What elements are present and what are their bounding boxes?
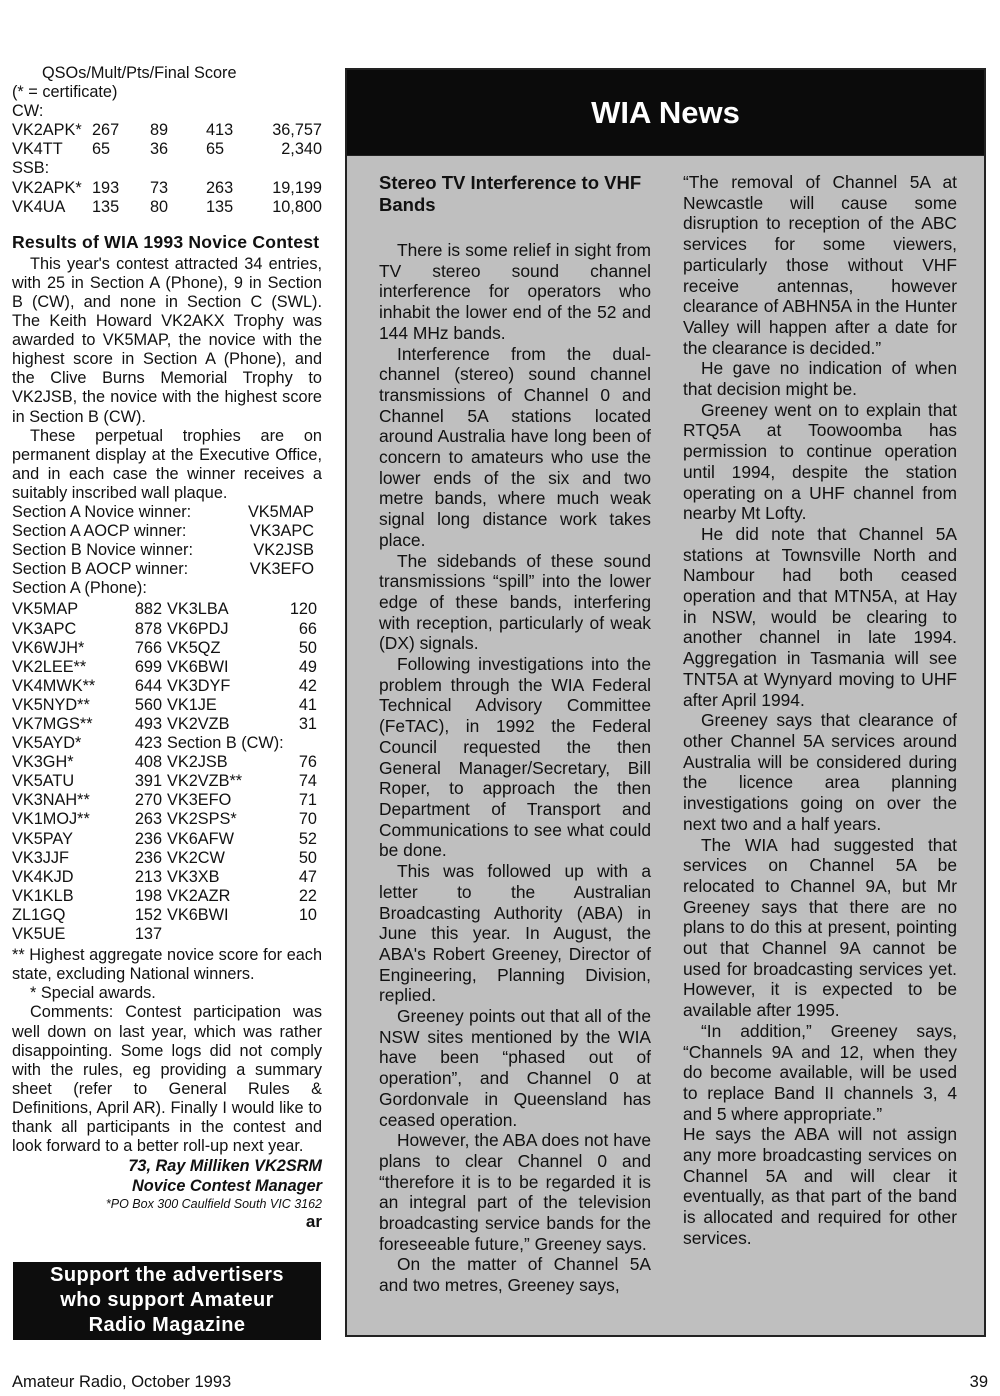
result-row bbox=[167, 849, 322, 868]
result-call: VK6BWI bbox=[167, 905, 229, 924]
winner-row bbox=[12, 503, 322, 522]
result-call: VK1KLB bbox=[12, 886, 74, 905]
result-row bbox=[167, 887, 322, 906]
score-call: VK4TT bbox=[12, 140, 63, 159]
cw-score-rows bbox=[12, 121, 322, 159]
winner-row bbox=[12, 541, 322, 560]
ssb-score-rows bbox=[12, 179, 322, 217]
story-paragraph: Greeney went on to explain that RTQ5A at Toowoomba has permission to continue operation until 1994, despite the station operating on a UHF channel from nearby Mt Lofty. bbox=[683, 399, 957, 524]
wia-news-box bbox=[345, 68, 986, 1337]
wia-news-columns bbox=[379, 172, 957, 1296]
result-row bbox=[12, 639, 167, 658]
score-pts: 135 bbox=[206, 197, 234, 216]
support-line: Support the advertisers bbox=[50, 1264, 284, 1286]
result-row bbox=[12, 868, 167, 887]
result-score: 408 bbox=[134, 753, 162, 772]
result-call: VK3APC bbox=[12, 619, 77, 638]
story-body-1 bbox=[379, 240, 651, 1296]
score-row bbox=[12, 140, 322, 159]
result-score: 120 bbox=[289, 600, 317, 619]
result-score: 41 bbox=[298, 695, 317, 714]
result-call: VK2VZB** bbox=[167, 772, 243, 791]
result-call: VK5PAY bbox=[12, 829, 73, 848]
result-score: 76 bbox=[298, 753, 317, 772]
manager-address: *PO Box 300 Caulfield South VIC 3162 bbox=[105, 1197, 322, 1212]
scores-header: QSOs/Mult/Pts/Final Score bbox=[42, 64, 237, 82]
result-score: 70 bbox=[298, 810, 317, 829]
result-call: VK5AYD* bbox=[12, 734, 82, 753]
story-paragraph: He says the ABA will not assign any more broadcasting services on Channel 5A and will clear it eventually, as that part of the band is allocated and required for other services. bbox=[683, 1124, 957, 1248]
score-call: VK2APK* bbox=[12, 178, 82, 197]
result-call: VK6WJH* bbox=[12, 638, 85, 657]
result-row bbox=[12, 791, 167, 810]
novice-paragraph: These perpetual trophies are on permanent display at the Executive Office, and in each case the winner receives a suitably inscribed wall plaque. bbox=[12, 426, 322, 502]
page-footer bbox=[12, 1372, 988, 1392]
results-column-right bbox=[167, 600, 322, 944]
winner-call: VK3APC bbox=[249, 522, 314, 541]
result-score: 699 bbox=[134, 657, 162, 676]
story-paragraph: He gave no indication of when that decision might be. bbox=[683, 358, 957, 400]
signature-name: 73, Ray Milliken VK2SRM bbox=[128, 1157, 322, 1176]
score-row bbox=[12, 121, 322, 140]
result-row bbox=[167, 830, 322, 849]
result-row bbox=[12, 772, 167, 791]
story-paragraph: The WIA had suggested that services on Channel 5A be relocated to Channel 9A, but Mr Greeney says that there are no plans to do this at present, pointing out that Channel 9A cannot be used for broadcasting services yet. However, it is expected to be available after 1995. bbox=[683, 834, 957, 1021]
result-call: VK3JJF bbox=[12, 848, 70, 867]
score-qsos: 193 bbox=[92, 178, 120, 197]
result-score: 213 bbox=[134, 867, 162, 886]
result-score: 47 bbox=[298, 867, 317, 886]
result-score: 878 bbox=[134, 619, 162, 638]
story-paragraph: On the matter of Channel 5A and two metres, Greeney says, bbox=[379, 1254, 651, 1296]
result-score: 270 bbox=[134, 791, 162, 810]
novice-heading: Results of WIA 1993 Novice Contest bbox=[12, 231, 320, 252]
result-call: VK2VZB bbox=[167, 715, 230, 733]
result-row bbox=[167, 868, 322, 887]
result-score: 493 bbox=[134, 715, 162, 733]
result-call: VK4KJD bbox=[12, 867, 74, 886]
result-row bbox=[167, 791, 322, 810]
result-call: VK4MWK** bbox=[12, 676, 96, 695]
winner-label: Section A Novice winner: bbox=[12, 502, 192, 521]
result-call: VK3DYF bbox=[167, 676, 231, 695]
banner-divider bbox=[347, 155, 984, 156]
result-score: 423 bbox=[134, 734, 162, 753]
story-paragraph: “In addition,” Greeney says, “Channels 9A and 12, when they do become available, will be used to replace Band II channels 3, 4 and 5 where appropriate.” bbox=[683, 1020, 957, 1124]
result-row bbox=[12, 830, 167, 849]
result-score: 49 bbox=[298, 657, 317, 676]
winner-label: Section A AOCP winner: bbox=[12, 522, 187, 541]
news-column-1 bbox=[379, 172, 651, 1296]
result-call: VK2SPS* bbox=[167, 810, 237, 829]
result-row bbox=[12, 810, 167, 829]
story-paragraph: He did note that Channel 5A stations at Townsville North and Nambour had both ceased operation and that MTN5A, at Hay in NSW, would be clearing to another channel in late 1994. Aggregation in Tasmania will see TNT5A at Wynyard moving to UHF after April 1994. bbox=[683, 523, 957, 710]
wia-news-banner: WIA News bbox=[347, 70, 984, 155]
novice-paragraph: This year's contest attracted 34 entries, with 25 in Section A (Phone), 9 in Section B (CW), and none in Section C (SWL). The Keith Howard VK2AKX Trophy was awarded to VK5MAP, the novice with the highest score in Section A (Phone), and the Clive Burns Memorial Trophy to VK2JSB, the novice with the highest score in Section B (CW). bbox=[12, 254, 322, 426]
winner-row bbox=[12, 522, 322, 541]
result-call: VK1MOJ** bbox=[12, 810, 90, 829]
result-row bbox=[12, 887, 167, 906]
result-call: VK6BWI bbox=[167, 657, 229, 676]
result-score: 10 bbox=[298, 905, 317, 924]
result-row bbox=[12, 658, 167, 677]
aggregate-note: ** Highest aggregate novice score for each state, excluding National winners. bbox=[12, 946, 322, 984]
result-score: 236 bbox=[134, 829, 162, 848]
result-call: VK2JSB bbox=[167, 753, 228, 772]
result-call: VK5ATU bbox=[12, 772, 75, 791]
score-qsos: 65 bbox=[92, 140, 111, 159]
result-score: 66 bbox=[298, 619, 317, 638]
result-call: VK6PDJ bbox=[167, 619, 229, 638]
comments-paragraph: Comments: Contest participation was well down on last year, which was rather disappointing. Some logs did not comply with the rules, eg providing a summary sheet (refer to General Rules & Definitions, April AR). Finally I would like to thank all participants in the contest and look forward to a better roll-up next year. bbox=[12, 1003, 322, 1156]
score-final: 10,800 bbox=[272, 197, 322, 216]
score-mult: 80 bbox=[150, 197, 169, 216]
support-line: who support Amateur bbox=[60, 1289, 274, 1311]
publication-info: Amateur Radio, October 1993 bbox=[12, 1373, 232, 1391]
result-row bbox=[12, 677, 167, 696]
result-row bbox=[12, 906, 167, 925]
score-final: 36,757 bbox=[272, 121, 322, 140]
result-call: VK3LBA bbox=[167, 600, 229, 619]
section-b-results bbox=[167, 753, 322, 925]
section-a-results bbox=[12, 600, 167, 944]
result-row bbox=[167, 639, 322, 658]
cw-label: CW: bbox=[12, 102, 44, 121]
result-row bbox=[12, 734, 167, 753]
section-a-label: Section A (Phone): bbox=[12, 579, 147, 598]
result-score: 71 bbox=[298, 791, 317, 810]
score-pts: 413 bbox=[206, 121, 234, 140]
result-row bbox=[167, 810, 322, 829]
result-call: VK2CW bbox=[167, 848, 225, 867]
score-pts: 65 bbox=[206, 140, 225, 159]
result-score: 74 bbox=[298, 772, 317, 791]
result-row bbox=[12, 620, 167, 639]
result-score: 882 bbox=[134, 600, 162, 619]
result-call: VK5UE bbox=[12, 925, 66, 944]
score-pts: 263 bbox=[206, 178, 234, 197]
results-notes bbox=[12, 946, 322, 1156]
result-score: 22 bbox=[298, 886, 317, 905]
result-row bbox=[167, 906, 322, 925]
result-score: 644 bbox=[134, 676, 162, 695]
result-score: 263 bbox=[134, 810, 162, 829]
winner-call: VK3EFO bbox=[249, 560, 314, 579]
support-advertisers-box bbox=[13, 1262, 321, 1340]
result-score: 52 bbox=[298, 829, 317, 848]
winner-call: VK2JSB bbox=[253, 541, 314, 560]
result-call: VK2LEE** bbox=[12, 657, 87, 676]
story-paragraph: This was followed up with a letter to the Australian Broadcasting Authority (ABA) in June this year. In August, the ABA's Robert Greeney, Director of Engineering, Planning Division, replied. bbox=[379, 861, 651, 1006]
result-row bbox=[167, 658, 322, 677]
result-row bbox=[167, 715, 322, 734]
result-row bbox=[167, 753, 322, 772]
score-qsos: 135 bbox=[92, 197, 120, 216]
winner-label: Section B AOCP winner: bbox=[12, 560, 189, 579]
ssb-label: SSB: bbox=[12, 159, 50, 178]
score-mult: 89 bbox=[150, 121, 169, 140]
special-awards-note: * Special awards. bbox=[30, 984, 156, 1003]
result-call: VK3NAH** bbox=[12, 791, 90, 810]
story-body-2 bbox=[683, 358, 957, 1124]
page-number: 39 bbox=[969, 1373, 988, 1391]
result-call: VK3GH* bbox=[12, 753, 74, 772]
result-row bbox=[167, 600, 322, 619]
result-row bbox=[12, 600, 167, 619]
result-row bbox=[12, 696, 167, 715]
support-line: Radio Magazine bbox=[88, 1314, 246, 1336]
result-score: 391 bbox=[134, 772, 162, 791]
result-call: VK5NYD** bbox=[12, 695, 90, 714]
score-row bbox=[12, 198, 322, 217]
result-score: 152 bbox=[134, 905, 162, 924]
story-paragraph: There is some relief in sight from TV stereo sound channel interference for operators who inhabit the lower end of the 52 and 144 MHz bands. bbox=[379, 240, 651, 343]
winner-row bbox=[12, 560, 322, 579]
result-row bbox=[12, 925, 167, 944]
result-row bbox=[167, 772, 322, 791]
score-row bbox=[12, 179, 322, 198]
result-score: 236 bbox=[134, 848, 162, 867]
result-row bbox=[12, 715, 167, 734]
news-column-2 bbox=[683, 172, 957, 1296]
result-score: 31 bbox=[298, 715, 317, 733]
result-score: 137 bbox=[134, 925, 162, 944]
winner-label: Section B Novice winner: bbox=[12, 541, 193, 560]
score-mult: 36 bbox=[150, 140, 169, 159]
story-paragraph: The sidebands of these sound transmissions “spill” into the lower edge of these bands, interfering with reception, particularly of weak (DX) signals. bbox=[379, 550, 651, 654]
result-score: 766 bbox=[134, 638, 162, 657]
result-call: ZL1GQ bbox=[12, 905, 66, 924]
signature-title: Novice Contest Manager bbox=[132, 1177, 322, 1196]
story-paragraph: Interference from the dual-channel (stereo) sound channel transmissions of Channel 0 and Channel 5A stations located around Australia have long been of concern to amateurs who use the lower ends of the six and two metre bands, where much weak signal long distance work takes place. bbox=[379, 343, 651, 550]
score-final: 2,340 bbox=[281, 140, 322, 159]
story-title: Stereo TV Interference to VHF Bands bbox=[379, 172, 642, 215]
result-call: VK1JE bbox=[167, 695, 217, 714]
result-score: 560 bbox=[134, 695, 162, 714]
result-score: 50 bbox=[298, 638, 317, 657]
results-table bbox=[12, 600, 322, 944]
score-mult: 73 bbox=[150, 178, 169, 197]
end-mark: ar bbox=[305, 1212, 322, 1232]
result-call: VK3EFO bbox=[167, 791, 232, 810]
story-paragraph: Following investigations into the problem through the WIA Federal Technical Advisory Committee (FeTAC), in 1992 the Federal Council requested the then General Manager/Secretary, Bill Roper, to approach the then Department of Transport and Communications to see what could be done. bbox=[379, 654, 651, 861]
section-b-label: Section B (CW): bbox=[167, 734, 284, 753]
winners-list bbox=[12, 503, 322, 579]
story-paragraph: “The removal of Channel 5A at Newcastle will cause some disruption to reception of the ABC services for some viewers, particularly those without VHF receive antennas, however clearance of ABHN5A in the Hunter Valley will happen after a date for the clearance is decided.” bbox=[683, 172, 957, 358]
result-call: VK3XB bbox=[167, 867, 220, 886]
result-call: VK7MGS** bbox=[12, 715, 93, 733]
story-paragraph: Greeney points out that all of the NSW sites mentioned by the WIA have been “phased out of operation”, and Channel 0 at Gordonvale in Queensland has ceased operation. bbox=[379, 1006, 651, 1130]
result-call: VK5QZ bbox=[167, 638, 221, 657]
score-call: VK4UA bbox=[12, 197, 66, 216]
section-a-results-continued bbox=[167, 600, 322, 734]
score-qsos: 267 bbox=[92, 121, 120, 140]
result-row bbox=[167, 620, 322, 639]
score-final: 19,199 bbox=[272, 178, 322, 197]
story-paragraph: Greeney says that clearance of other Channel 5A services around Australia will be considered during the licence area planning investigations going on over the next two and a half years. bbox=[683, 710, 957, 834]
story-paragraph: However, the ABA does not have plans to clear Channel 0 and “therefore it is to be regarded it is an integral part of the television broadcasting service bands for the foreseeable future,” Greeney says. bbox=[379, 1130, 651, 1254]
left-column bbox=[12, 64, 322, 1231]
result-score: 42 bbox=[298, 676, 317, 695]
score-call: VK2APK* bbox=[12, 121, 82, 140]
scores-note: (* = certificate) bbox=[12, 83, 118, 102]
result-call: VK5MAP bbox=[12, 600, 79, 619]
result-score: 198 bbox=[134, 886, 162, 905]
result-row bbox=[12, 849, 167, 868]
winner-call: VK5MAP bbox=[247, 502, 314, 521]
result-call: VK6AFW bbox=[167, 829, 234, 848]
result-row bbox=[12, 753, 167, 772]
result-row bbox=[167, 696, 322, 715]
result-call: VK2AZR bbox=[167, 886, 231, 905]
result-score: 50 bbox=[298, 848, 317, 867]
result-row bbox=[167, 677, 322, 696]
